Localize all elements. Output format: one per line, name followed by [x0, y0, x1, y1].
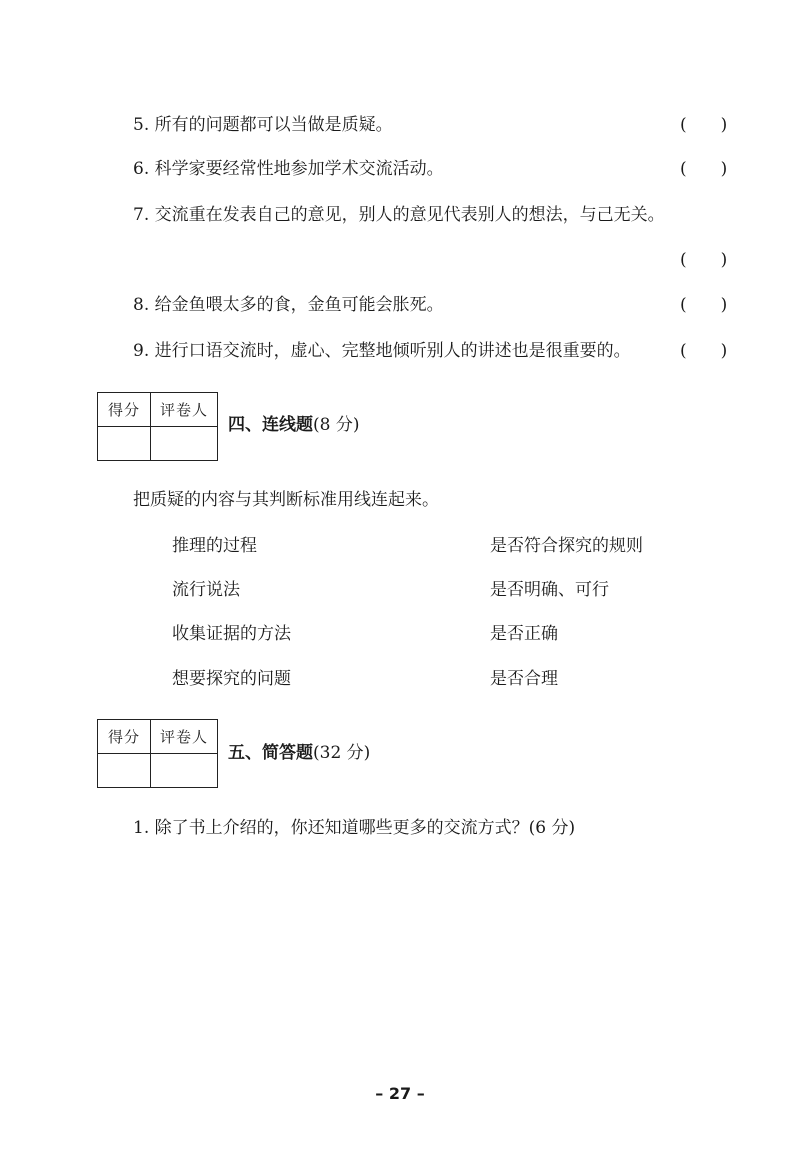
match-right-1[interactable]: 是否符合探究的规则: [490, 536, 643, 556]
score-cell[interactable]: [98, 754, 151, 788]
match-right-4[interactable]: 是否合理: [490, 669, 558, 689]
answer-bracket-7[interactable]: ( ): [680, 250, 728, 270]
question-7: 7. 交流重在发表自己的意见，别人的意见代表别人的想法，与己无关。: [133, 205, 665, 225]
section4-instruction: 把质疑的内容与其判断标准用线连起来。: [133, 490, 439, 510]
section5-heading: [228, 742, 370, 764]
answer-bracket-5[interactable]: ( ): [680, 115, 728, 135]
section4-title: 四、连线题: [228, 415, 313, 435]
grader-label: 评卷人: [151, 393, 218, 427]
question-9: 9. 进行口语交流时，虚心、完整地倾听别人的讲述也是很重要的。: [133, 341, 631, 361]
match-left-2[interactable]: 流行说法: [172, 580, 240, 600]
question-8: 8. 给金鱼喂太多的食，金鱼可能会胀死。: [133, 295, 444, 315]
answer-bracket-8[interactable]: ( ): [680, 295, 728, 315]
match-right-3[interactable]: 是否正确: [490, 624, 558, 644]
grader-cell[interactable]: [151, 427, 218, 461]
section4-points: (8 分): [313, 415, 360, 435]
score-box-section5: [97, 719, 218, 788]
answer-bracket-6[interactable]: ( ): [680, 159, 728, 179]
grader-label: 评卷人: [151, 720, 218, 754]
section5-points: (32 分): [313, 743, 371, 763]
question-5: 5. 所有的问题都可以当做是质疑。: [133, 115, 393, 135]
match-left-3[interactable]: 收集证据的方法: [172, 624, 291, 644]
score-box-section4: [97, 392, 218, 461]
score-label: 得分: [98, 720, 151, 754]
page-number: – 27 –: [375, 1084, 425, 1103]
match-left-4[interactable]: 想要探究的问题: [172, 669, 291, 689]
section5-question-1: 1. 除了书上介绍的，你还知道哪些更多的交流方式？(6 分): [133, 818, 576, 838]
grader-cell[interactable]: [151, 754, 218, 788]
answer-bracket-9[interactable]: ( ): [680, 341, 728, 361]
match-left-1[interactable]: 推理的过程: [172, 536, 257, 556]
question-6: 6. 科学家要经常性地参加学术交流活动。: [133, 159, 444, 179]
section4-heading: [228, 414, 359, 436]
section5-title: 五、简答题: [228, 743, 313, 763]
match-right-2[interactable]: 是否明确、可行: [490, 580, 609, 600]
score-cell[interactable]: [98, 427, 151, 461]
score-label: 得分: [98, 393, 151, 427]
